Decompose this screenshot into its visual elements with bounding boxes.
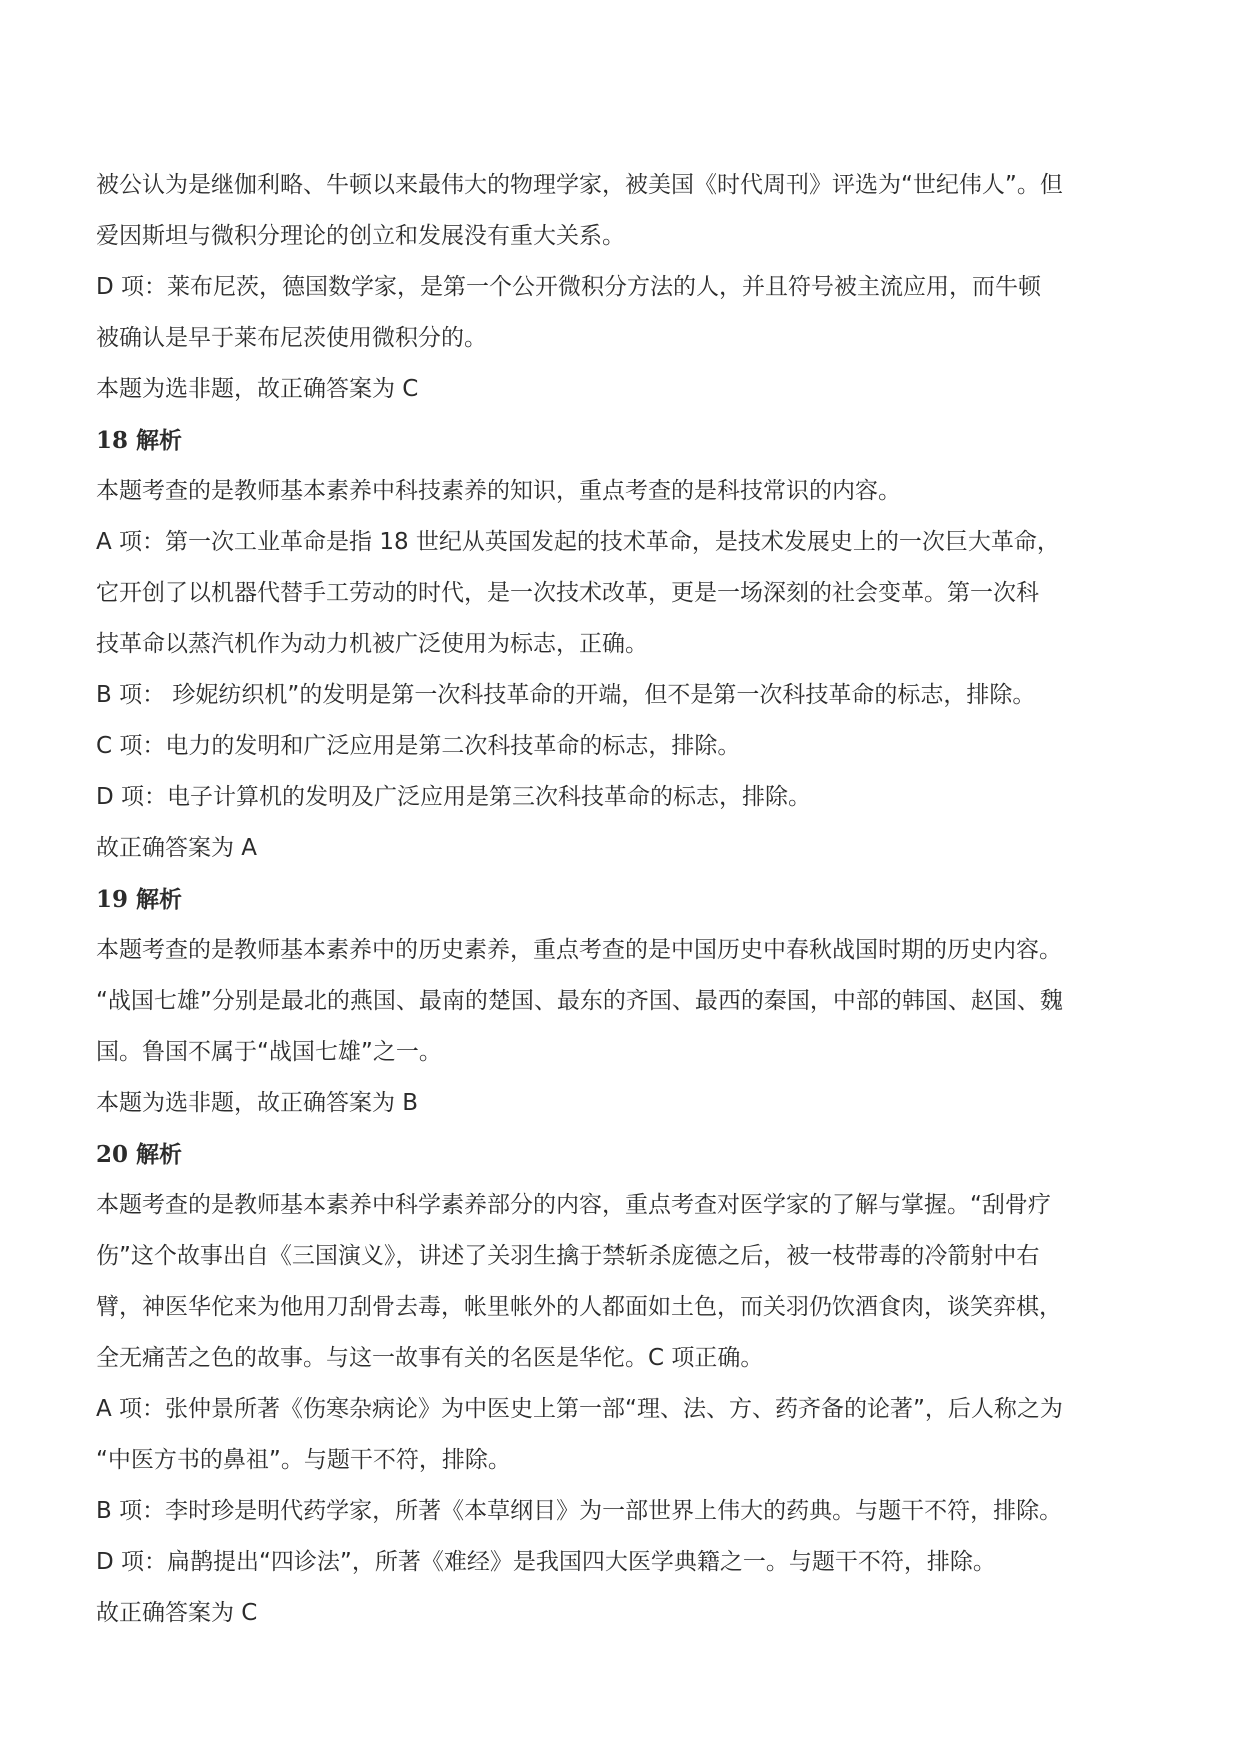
answer-line: 本题为选非题，故正确答案为 C: [96, 376, 419, 402]
text-line: 国。鲁国不属于“战国七雄”之一。: [96, 1039, 442, 1065]
text-line: B 项：李时珍是明代药学家，所著《本草纲目》为一部世界上伟大的药典。与题干不符，排除。: [96, 1498, 1063, 1524]
answer-line: 本题为选非题，故正确答案为 B: [96, 1090, 419, 1116]
section-heading-19: 19 解析: [96, 886, 183, 913]
text-line: D 项：莱布尼茨，德国数学家，是第一个公开微积分方法的人，并且符号被主流应用，而牛顿: [96, 274, 1042, 300]
text-line: 全无痛苦之色的故事。与这一故事有关的名医是华佗。C 项正确。: [96, 1345, 764, 1371]
text-line: 伤”这个故事出自《三国演义》，讲述了关羽生擒于禁斩杀庞德之后，被一枝带毒的冷箭射中右: [96, 1243, 1040, 1269]
text-line: C 项：电力的发明和广泛应用是第二次科技革命的标志，排除。: [96, 733, 741, 759]
text-line: “中医方书的鼻祖”。与题干不符，排除。: [96, 1447, 511, 1473]
text-line: 本题考查的是教师基本素养中科学素养部分的内容，重点考查对医学家的了解与掌握。“刮骨疗: [96, 1192, 1051, 1218]
text-line: B 项： 珍妮纺织机”的发明是第一次科技革命的开端，但不是第一次科技革命的标志，排除。: [96, 682, 1036, 708]
text-line: A 项：张仲景所著《伤寒杂病论》为中医史上第一部“理、法、方、药齐备的论著”，后人称之为: [96, 1396, 1063, 1422]
document-body: [96, 160, 1156, 1639]
text-line: “战国七雄”分别是最北的燕国、最南的楚国、最东的齐国、最西的秦国，中部的韩国、赵国、魏: [96, 988, 1063, 1014]
text-line: 它开创了以机器代替手工劳动的时代，是一次技术改革，更是一场深刻的社会变革。第一次科: [96, 580, 1039, 606]
answer-line: 故正确答案为 A: [96, 835, 258, 861]
text-line: A 项：第一次工业革命是指 18 世纪从英国发起的技术革命，是技术发展史上的一次巨大革命，: [96, 529, 1060, 555]
text-line: 被公认为是继伽利略、牛顿以来最伟大的物理学家，被美国《时代周刊》评选为“世纪伟人”。但: [96, 172, 1063, 198]
section-heading-18: 18 解析: [96, 427, 183, 454]
text-line: 技革命以蒸汽机作为动力机被广泛使用为标志，正确。: [96, 631, 648, 657]
text-line: D 项：电子计算机的发明及广泛应用是第三次科技革命的标志，排除。: [96, 784, 812, 810]
text-line: 本题考查的是教师基本素养中科技素养的知识，重点考查的是科技常识的内容。: [96, 478, 901, 504]
text-line: 被确认是早于莱布尼茨使用微积分的。: [96, 325, 487, 351]
text-line: 本题考查的是教师基本素养中的历史素养，重点考查的是中国历史中春秋战国时期的历史内容。: [96, 937, 1062, 963]
answer-line: 故正确答案为 C: [96, 1600, 258, 1626]
text-line: D 项：扁鹊提出“四诊法”，所著《难经》是我国四大医学典籍之一。与题干不符，排除。: [96, 1549, 996, 1575]
section-heading-20: 20 解析: [96, 1141, 183, 1168]
text-line: 爱因斯坦与微积分理论的创立和发展没有重大关系。: [96, 223, 625, 249]
text-line: 臂，神医华佗来为他用刀刮骨去毒，帐里帐外的人都面如土色，而关羽仍饮酒食肉，谈笑弈棋，: [96, 1294, 1062, 1320]
